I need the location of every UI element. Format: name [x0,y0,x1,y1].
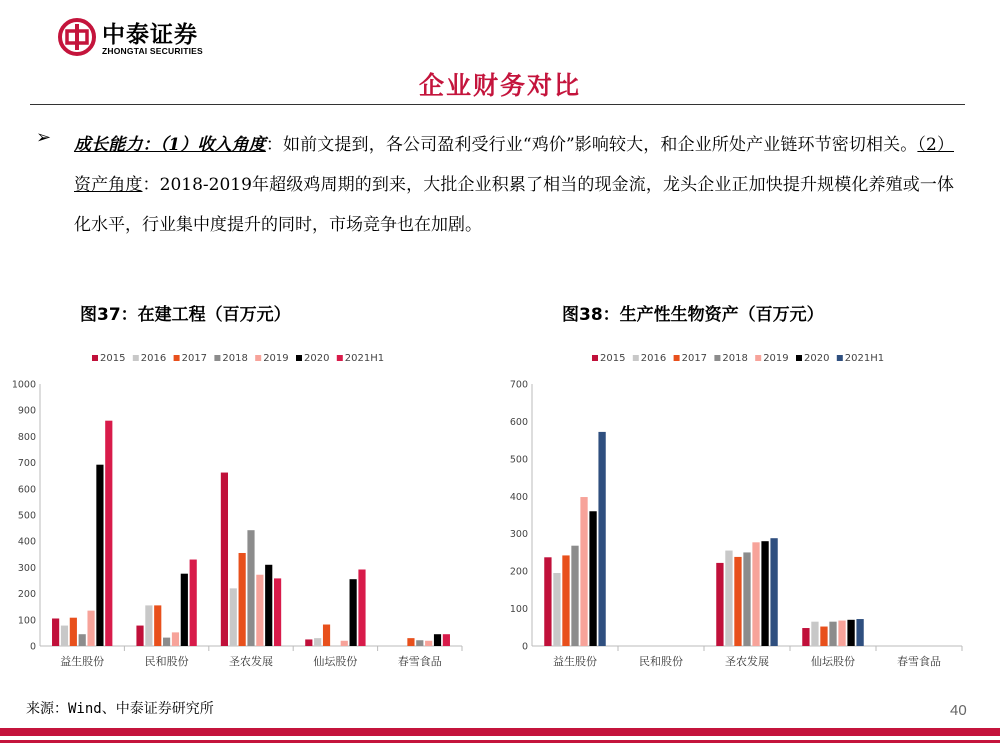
fig37-ytick-label: 100 [17,615,36,627]
fig38-bar-2019 [580,497,587,646]
fig37-legend-label: 2017 [181,353,208,364]
figure-38-title: 图38：生产性生物资产（百万元） [562,305,824,325]
fig38-legend-2021H1 [837,353,884,364]
fig37-legend-swatch [337,355,343,361]
fig37-bar-2021H1 [105,421,112,646]
fig38-category-label: 仙坛股份 [811,655,855,668]
fig38-legend-2015 [592,353,625,364]
fig38-bar-2016 [811,622,818,646]
fig37-bar-2015 [136,626,143,646]
fig37-bar-2018 [163,638,170,646]
fig38-legend-label: 2019 [763,353,789,364]
fig38-legend-2020 [796,353,829,364]
fig37-legend-swatch [174,355,180,361]
fig38-bar-2020 [847,620,854,646]
fig37-bar-2019 [172,632,179,646]
fig38-ytick-label: 700 [509,379,528,391]
fig38-legend-2018 [714,353,747,364]
fig38-category-label: 春雪食品 [897,655,941,668]
fig37-bar-2018 [416,640,423,646]
fig37-ytick-label: 0 [29,641,36,653]
logo-text-en: ZHONGTAI SECURITIES [102,46,203,56]
fig38-legend-swatch [714,355,720,361]
fig37-legend-label: 2018 [222,353,248,364]
fig38-legend-swatch [592,355,598,361]
growth-label: 成长能力：（1）收入角度 [74,135,266,155]
fig37-bar-2018 [247,530,254,646]
fig38-bar-2017 [562,555,569,646]
fig37-bar-2020 [181,574,188,646]
fig37-legend-label: 2016 [140,353,167,364]
fig37-bar-2019 [425,641,432,646]
fig37-bar-2021H1 [190,560,197,646]
fig37-bar-2016 [314,638,321,646]
fig37-bar-2020 [265,565,272,646]
fig37-ytick-label: 500 [17,510,36,522]
fig37-ytick-label: 900 [17,405,36,417]
fig38-ytick-label: 0 [521,641,528,653]
fig38-legend-label: 2020 [804,353,830,364]
fig37-legend-swatch [255,355,261,361]
fig38-legend-swatch [796,355,802,361]
fig37-bar-2017 [407,638,414,646]
fig37-bar-2017 [154,605,161,646]
fig37-bar-2021H1 [443,634,450,646]
fig37-bar-2019 [256,575,263,646]
fig37-bar-2021H1 [274,578,281,646]
fig37-legend-label: 2021H1 [344,353,385,364]
fig38-bar-2015 [802,628,809,646]
fig38-legend-label: 2016 [640,353,667,364]
fig38-ytick-label: 500 [509,454,528,466]
fig38-bar-2019 [838,621,845,646]
fig38-bar-2016 [725,551,732,646]
fig37-ytick-label: 200 [17,589,36,601]
fig37-bar-2020 [350,579,357,646]
fig38-legend-swatch [674,355,680,361]
fig37-category-label: 仙坛股份 [313,655,358,668]
fig38-legend-label: 2021H1 [844,353,885,364]
fig37-category-label: 春雪食品 [397,655,442,668]
fig37-legend-label: 2015 [100,353,126,364]
title-divider [30,104,965,105]
fig38-legend-label: 2015 [600,353,626,364]
fig37-bar-2016 [230,588,237,646]
construction-chart [0,340,470,680]
fig38-legend-2016 [633,353,666,364]
bottom-bar [0,728,1000,736]
fig37-legend-2016 [133,353,166,364]
fig37-bar-2019 [87,611,94,646]
fig37-legend-swatch [296,355,302,361]
logo-text-cn: 中泰证券 [102,22,198,48]
body-paragraph [74,125,954,245]
bio-assets-chart [490,340,980,680]
fig37-ytick-label: 600 [17,484,36,496]
fig38-ytick-label: 300 [509,529,528,541]
fig37-legend-swatch [133,355,139,361]
fig38-category-label: 益生股份 [553,655,597,668]
page-title: 企业财务对比 [418,71,581,100]
fig38-legend-2017 [674,353,707,364]
fig37-bar-2017 [323,625,330,646]
fig38-bar-2017 [820,627,827,646]
fig38-ytick-label: 400 [509,491,528,503]
bottom-thin-bar [0,740,1000,743]
fig38-ytick-label: 600 [509,416,528,428]
fig38-category-label: 民和股份 [639,655,683,668]
company-logo [58,16,208,58]
fig38-legend-label: 2018 [722,353,748,364]
fig37-legend-2015 [92,353,125,364]
fig38-bar-2018 [829,622,836,646]
fig38-legend-label: 2017 [681,353,708,364]
fig37-legend-swatch [214,355,220,361]
fig37-bar-2019 [341,641,348,646]
fig38-bar-2020 [761,541,768,646]
fig38-bar-2021H1 [856,619,863,646]
fig37-category-label: 圣农发展 [229,655,273,668]
fig37-legend-2019 [255,353,288,364]
body-text-1: ：如前文提到，各公司盈利受行业“鸡价”影响较大，和企业所处产业链环节密切相关。 [265,135,918,155]
fig37-legend-2017 [174,353,207,364]
fig37-ytick-label: 1000 [11,379,36,391]
fig38-bar-2021H1 [598,432,605,646]
fig37-legend-2020 [296,353,329,364]
fig37-legend-swatch [92,355,98,361]
fig37-legend-label: 2019 [263,353,289,364]
fig37-bar-2017 [239,553,246,646]
fig37-bar-2021H1 [358,569,365,646]
bullet-arrow-icon: ➢ [36,127,52,148]
fig38-legend-swatch [633,355,639,361]
fig37-ytick-label: 400 [17,536,36,548]
source-note: 来源：Wind、中泰证券研究所 [26,701,214,717]
fig37-bar-2020 [96,465,103,646]
fig37-legend-2018 [214,353,247,364]
page-number: 40 [950,702,967,719]
fig38-bar-2019 [752,542,759,646]
logo-mark-icon [58,18,96,56]
fig38-ytick-label: 200 [509,566,528,578]
fig38-bar-2018 [571,546,578,646]
fig37-bar-2020 [434,634,441,646]
fig38-bar-2018 [743,552,750,646]
fig37-bar-2016 [145,605,152,646]
fig38-bar-2020 [589,511,596,646]
fig37-legend-label: 2020 [304,353,330,364]
asset-label: （2）资产角度 [74,135,954,195]
figure-37-title: 图37：在建工程（百万元） [80,305,291,325]
fig37-bar-2016 [61,626,68,646]
fig38-bar-2017 [734,557,741,646]
fig38-bar-2021H1 [770,538,777,646]
fig37-ytick-label: 300 [17,562,36,574]
fig37-bar-2018 [79,634,86,646]
fig38-bar-2015 [716,563,723,646]
fig38-bar-2016 [553,573,560,646]
fig37-ytick-label: 700 [17,458,36,470]
fig37-bar-2015 [221,473,228,646]
fig37-bar-2017 [70,618,77,646]
fig37-bar-2015 [52,618,59,646]
fig38-ytick-label: 100 [509,604,528,616]
fig37-ytick-label: 800 [17,431,36,443]
body-text-2: ：2018-2019年超级鸡周期的到来，大批企业积累了相当的现金流，龙头企业正加快提升规模化养殖或一体化水平，行业集中度提升的同时，市场竞争也在加剧。 [74,175,954,235]
fig38-category-label: 圣农发展 [725,655,769,668]
fig37-legend-2021H1 [337,353,384,364]
fig37-bar-2015 [305,639,312,646]
fig38-bar-2015 [544,557,551,646]
fig37-category-label: 益生股份 [60,655,105,668]
fig37-category-label: 民和股份 [144,655,189,668]
fig38-legend-swatch [837,355,843,361]
fig38-legend-swatch [755,355,761,361]
fig38-legend-2019 [755,353,788,364]
